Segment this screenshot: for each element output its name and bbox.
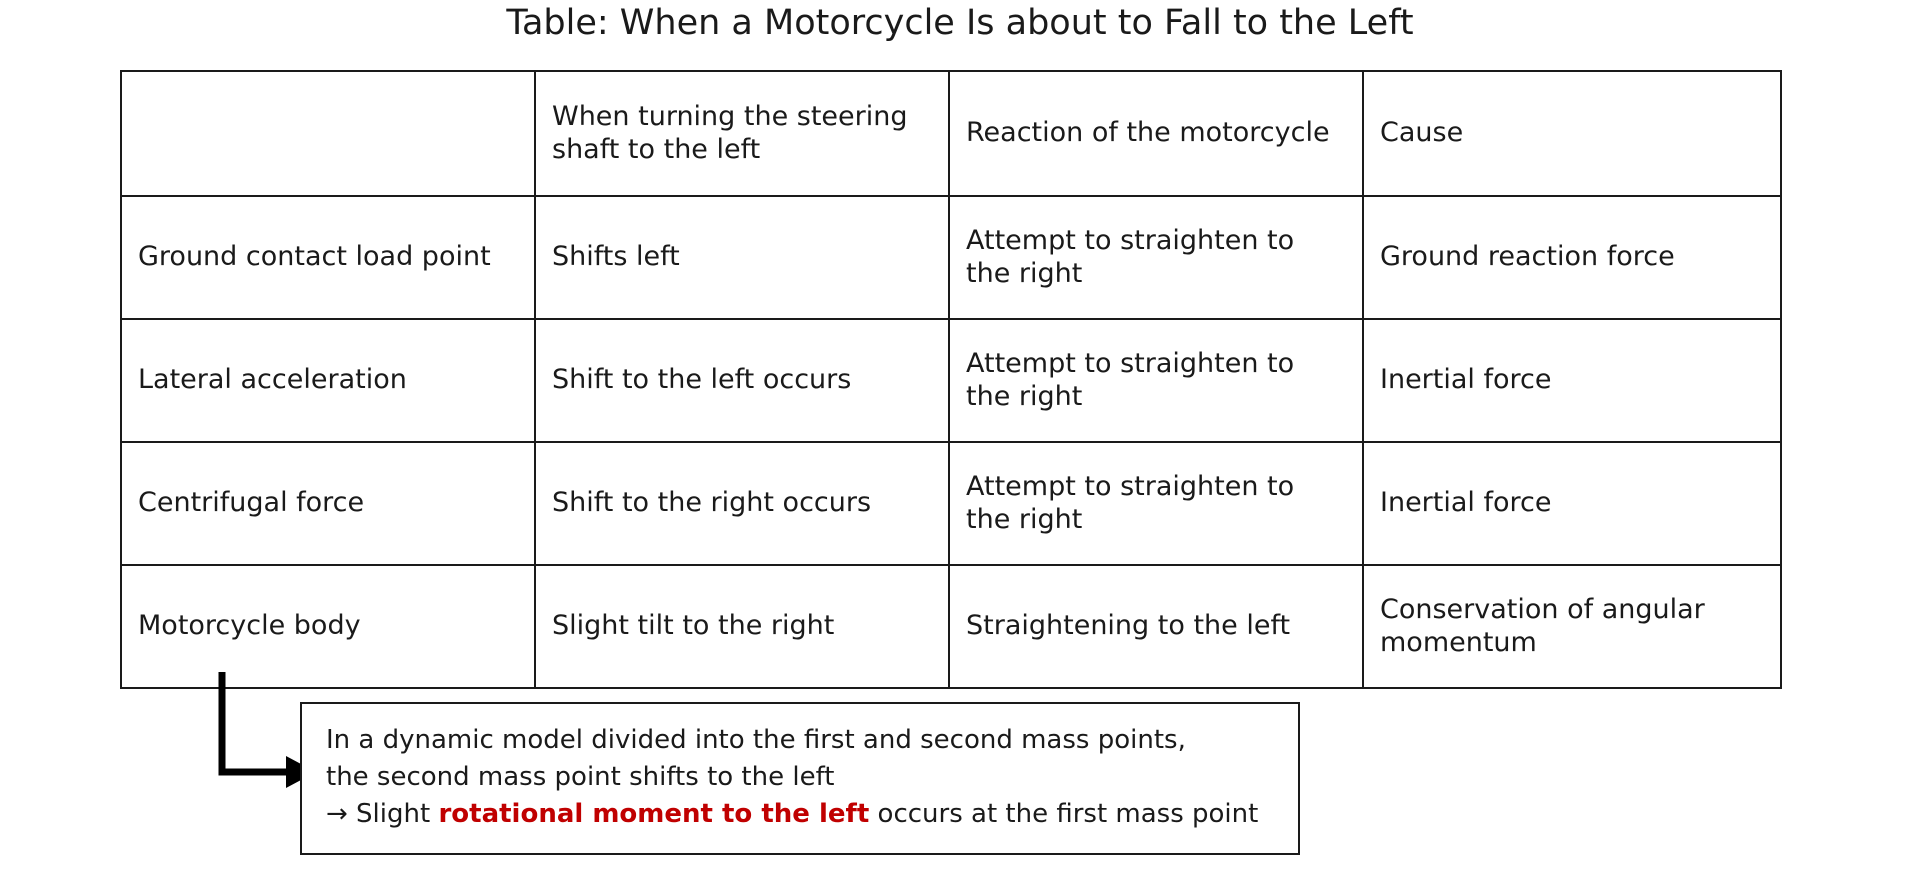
table-header-corner — [121, 71, 535, 196]
table-header-reaction: Reaction of the motorcycle — [949, 71, 1363, 196]
note-line-3-prefix: → Slight — [326, 798, 439, 829]
row-label: Motorcycle body — [121, 565, 535, 688]
row-cause: Inertial force — [1363, 442, 1781, 565]
table-row — [121, 319, 1781, 442]
note-line-2: the second mass point shifts to the left — [326, 761, 835, 792]
row-label: Centrifugal force — [121, 442, 535, 565]
note-box — [300, 702, 1300, 855]
table-header-cause: Cause — [1363, 71, 1781, 196]
table-row — [121, 196, 1781, 319]
motorcycle-fall-table — [120, 70, 1782, 689]
note-line-3-suffix: occurs at the first mass point — [869, 798, 1259, 829]
row-reaction: Attempt to straighten to the right — [949, 319, 1363, 442]
row-label: Lateral acceleration — [121, 319, 535, 442]
table-row — [121, 565, 1781, 688]
row-steering: Shift to the left occurs — [535, 319, 949, 442]
row-reaction-highlight: Straightening to the left — [949, 565, 1363, 688]
row-cause: Conservation of angular momentum — [1363, 565, 1781, 688]
note-line-1: In a dynamic model divided into the first and second mass points, — [326, 725, 1186, 755]
row-steering: Slight tilt to the right — [535, 565, 949, 688]
row-steering: Shifts left — [535, 196, 949, 319]
note-callout — [120, 672, 1420, 872]
row-label: Ground contact load point — [121, 196, 535, 319]
row-cause: Ground reaction force — [1363, 196, 1781, 319]
note-line-3-emphasis: rotational moment to the left — [438, 798, 870, 829]
table-row — [121, 442, 1781, 565]
row-steering: Shift to the right occurs — [535, 442, 949, 565]
row-cause: Inertial force — [1363, 319, 1781, 442]
table-header-steering: When turning the steering shaft to the left — [535, 71, 949, 196]
row-reaction: Attempt to straighten to the right — [949, 196, 1363, 319]
row-reaction: Attempt to straighten to the right — [949, 442, 1363, 565]
page-title: Table: When a Motorcycle Is about to Fall to the Left — [506, 3, 1414, 43]
table-header-row — [121, 71, 1781, 196]
note-line-3 — [326, 796, 1274, 833]
